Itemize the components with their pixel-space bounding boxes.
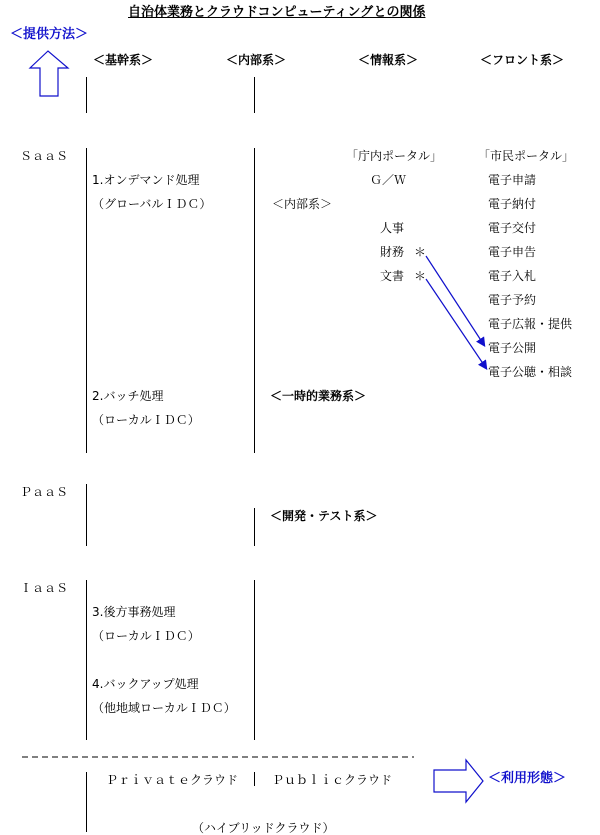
internal-divider (254, 148, 255, 453)
front-item: 電子予約 (488, 293, 537, 307)
internal-temporary: ＜一時的業務系＞ (270, 389, 367, 403)
info-portal: 「庁内ポータル」 (346, 149, 443, 163)
header-internal: ＜内部系＞ (226, 53, 287, 67)
layer-iaas: ＩａａＳ (20, 581, 69, 595)
core-local-idc-1: （ローカルＩＤＣ） (92, 413, 200, 427)
core-divider (86, 148, 87, 453)
front-item: 電子公聴・相談 (488, 365, 573, 379)
internal-divider (254, 77, 255, 113)
right-arrow-icon (434, 760, 483, 802)
page-title: 自治体業務とクラウドコンピューティングとの関係 (128, 5, 426, 20)
front-item: 電子入札 (488, 269, 537, 283)
front-item: 電子納付 (488, 197, 537, 211)
info-hr: 人事 (380, 221, 405, 235)
up-arrow-icon (30, 51, 68, 96)
private-cloud-label: Ｐｒｉｖａｔｅクラウド (106, 773, 239, 787)
core-other-local-idc: （他地域ローカルＩＤＣ） (92, 701, 236, 715)
core-divider (86, 772, 87, 832)
core-backup: 4.バックアップ処理 (92, 677, 199, 691)
layer-paas: ＰａａＳ (20, 485, 69, 499)
core-global-idc: （グローバルＩＤＣ） (92, 197, 212, 211)
header-front: ＜フロント系＞ (480, 53, 565, 67)
front-item: 電子公開 (488, 341, 537, 355)
internal-divider (254, 508, 255, 546)
header-core: ＜基幹系＞ (93, 53, 154, 67)
core-divider (86, 580, 87, 740)
header-info: ＜情報系＞ (358, 53, 419, 67)
core-local-idc-2: （ローカルＩＤＣ） (92, 629, 200, 643)
front-item: 電子広報・提供 (488, 317, 573, 331)
layer-saas: ＳａａＳ (20, 149, 69, 163)
info-docs: 文書 (380, 269, 405, 283)
provide-method-label: ＜提供方法＞ (10, 27, 89, 42)
core-on-demand: 1.オンデマンド処理 (92, 173, 200, 187)
core-back-office: 3.後方事務処理 (92, 605, 176, 619)
front-item: 電子申告 (488, 245, 537, 259)
internal-label: ＜内部系＞ (272, 197, 333, 211)
front-item: 電子交付 (488, 221, 537, 235)
internal-divider (254, 580, 255, 740)
front-item: 電子申請 (488, 173, 537, 187)
public-cloud-label: Ｐｕｂｌｉｃクラウド (272, 773, 393, 787)
core-divider (86, 77, 87, 113)
internal-dev-test: ＜開発・テスト系＞ (270, 509, 378, 523)
core-divider (86, 484, 87, 546)
hybrid-cloud-label: （ハイブリッドクラウド） (192, 821, 335, 835)
info-finance: 財務 (380, 245, 405, 259)
internal-divider (254, 772, 255, 786)
arrow-finance-to-kokai (426, 256, 484, 345)
core-batch: 2.バッチ処理 (92, 389, 164, 403)
front-portal: 「市民ポータル」 (478, 149, 575, 163)
info-star-finance: ＊ (414, 245, 427, 259)
info-star-docs: ＊ (414, 269, 427, 283)
arrow-docs-to-kocho (426, 279, 486, 368)
info-gw: Ｇ／Ｗ (370, 173, 407, 187)
usage-form-label: ＜利用形態＞ (488, 771, 567, 786)
